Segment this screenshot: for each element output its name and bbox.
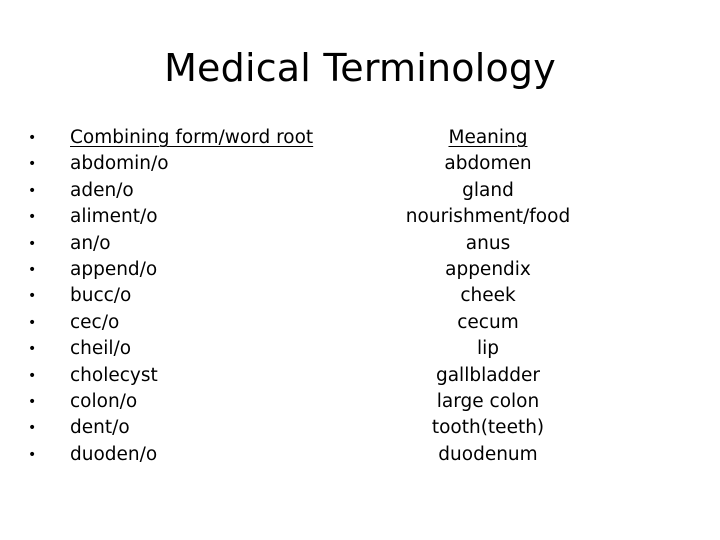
term-text: append/o: [70, 258, 158, 280]
list-item: [24, 310, 704, 336]
term-text: abdomin/o: [70, 153, 169, 175]
bullet-icon: •: [28, 130, 37, 146]
meaning-text: appendix: [445, 258, 531, 280]
meaning-text: cecum: [457, 311, 519, 333]
term-text: colon/o: [70, 390, 138, 412]
term-text: cec/o: [70, 311, 120, 333]
meaning-text: large colon: [436, 390, 540, 412]
meaning-text: gland: [462, 179, 514, 201]
term-text: bucc/o: [70, 285, 132, 307]
bullet-icon: •: [28, 420, 37, 437]
list-item: [24, 151, 704, 177]
bullet-icon: •: [28, 393, 37, 410]
meaning-text: nourishment/food: [405, 206, 571, 228]
meaning-text: cheek: [460, 285, 516, 307]
term-list: [24, 125, 704, 468]
meaning-text: abdomen: [444, 153, 532, 175]
term-text: an/o: [70, 232, 111, 254]
meaning-text: duodenum: [438, 443, 538, 465]
header-meaning-cell: [348, 125, 628, 151]
header-meaning: Meaning: [448, 127, 528, 148]
list-item: [24, 178, 704, 204]
bullet-icon: •: [28, 341, 37, 358]
term-text: dent/o: [70, 417, 130, 439]
term-text: duoden/o: [70, 443, 158, 465]
term-text: cheil/o: [70, 338, 132, 360]
term-text: cholecyst: [70, 364, 158, 386]
list-item: [24, 415, 704, 441]
list-item: [24, 336, 704, 362]
list-item: [24, 204, 704, 230]
list-item: [24, 442, 704, 468]
bullet-icon: •: [28, 446, 37, 463]
list-item: [24, 363, 704, 389]
term-text: aliment/o: [70, 206, 158, 228]
list-header-row: [24, 125, 704, 151]
bullet-icon: •: [28, 235, 37, 252]
bullet-icon: •: [28, 182, 37, 199]
bullet-icon: •: [28, 261, 37, 278]
meaning-text: tooth(teeth): [431, 417, 545, 439]
list-item: [24, 283, 704, 309]
bullet-icon: •: [28, 288, 37, 305]
header-term: Combining form/word root: [70, 127, 314, 148]
meaning-text: gallbladder: [435, 364, 541, 386]
list-item: [24, 257, 704, 283]
slide-title: Medical Terminology: [164, 46, 556, 90]
meaning-text: lip: [476, 338, 500, 360]
bullet-icon: •: [28, 367, 37, 384]
bullet-icon: •: [28, 156, 37, 173]
bullet-icon: •: [28, 209, 37, 226]
list-item: [24, 231, 704, 257]
meaning-text: anus: [465, 232, 511, 254]
list-item: [24, 389, 704, 415]
bullet-icon: •: [28, 314, 37, 331]
term-text: aden/o: [70, 179, 134, 201]
